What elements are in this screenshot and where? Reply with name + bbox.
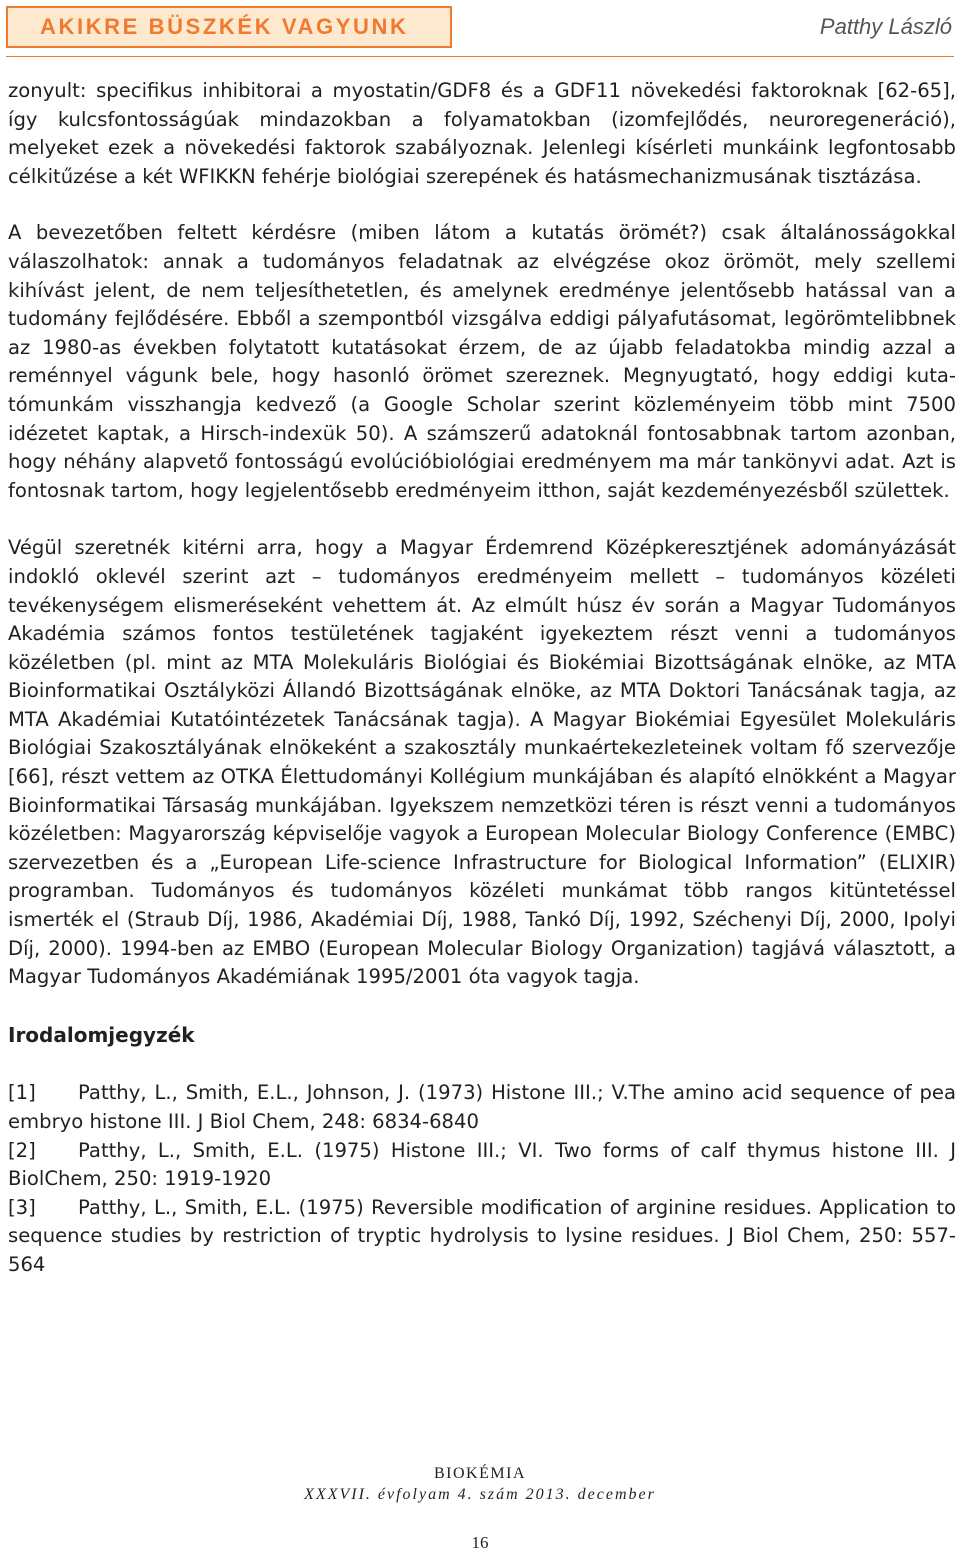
paragraph-2: A bevezetőben feltett kérdésre (miben látom a kutatás örömét?) csak általánosságokkal válaszolhatok: annak a tudományos feladatnak az elvégzése okoz örömöt, mely szellemi kihívást jelent, de nem teljesíthetetlen, és amelynek eredménye jelentősebb hatással van a tudomány fejlődésére. Ebből a szempontból vizsgálva eddigi pályafutásomat, legörömtelibbnek az 1980-as években folytatott kutatásokat érzem, de az újabb feladatokba mindig azzal a reménnyel vágunk bele, hogy hasonló örömet szereznek. Megnyugtató, hogy eddigi kutatómunkám visszhangja kedvező (a Google Scholar szerint közleményeim több mint 7500 idézetet kaptak, a Hirsch-indexük 50). A számszerű adatoknál fontosabbnak tartom azonban, hogy néhány alapvető fontosságú evolúcióbiológiai eredményem ma már tankönyvi adat. Azt is fontosnak tartom, hogy legjelentősebb eredményeim itthon, saját kezdeményezésből születtek.	[8, 221, 956, 502]
section-banner	[6, 6, 452, 48]
reference-text: Patthy, L., Smith, E.L., Johnson, J. (1973) Histone III.; V.The amino acid sequence of pea embryo histone III. J Biol Chem, 248: 6834-6840	[8, 1081, 956, 1133]
paragraph-1: zonyult: specifikus inhibitorai a myostatin/GDF8 és a GDF11 növekedési faktoroknak [62-65], így kulcsfontosságúak mindazokban a folyamatokban (izomfejlődés, neuroregeneráció), melyeket ezek a növekedési faktorok szabályoznak. Jelenlegi kísérleti munkáink legfontosabb célkitűzése a két WFIKKN fehérje biológiai szerepének és hatásmechanizmusának tisztázása.	[8, 79, 956, 188]
reference-number: [1]	[8, 1081, 36, 1105]
reference-item	[8, 1079, 956, 1136]
reference-number: [3]	[8, 1195, 36, 1219]
paragraph-3: Végül szeretnék kitérni arra, hogy a Magyar Érdemrend Középkeresztjének adományázását indokló oklevél szerint azt – tudományos eredményeim mellett – tudományos közéleti tevékenységem elismeréseként vehettem át. Az elmúlt húsz év során a Magyar Tudományos Akadémia számos fontos testületének tagjaként igyekeztem részt venni a tudományos közéletben (pl. mint az MTA Molekuláris Biológiai és Biokémiai Bizottságának elnöke, az MTA Bioinformatikai Osztályközi Állandó Bizottságának elnöke, az MTA Doktori Tanácsának tagja, az MTA Akadémiai Kutatóintézetek Tanácsának tagja). A Magyar Biokémiai Egyesület Molekuláris Biológiai Szakosztályának elnökeként a szakosztály munkaértekezleteinek voltam fő szervezője [66], részt vettem az OTKA Élettudományi Kollégium munkájában és alapító elnökként a Magyar Bioinformatikai Társaság munkájában. Igyekszem nemzetközi téren is részt venni a tudományos közéletben: Magyarország képviselője vagyok a European Molecular Biology Conference (EMBC) szervezetben és a „European Life-science Infrastructure for Biological Information” (ELIXIR) programban. Tudományos és tudományos közéleti munkámat több rangos kitüntetéssel ismerték el (Straub Díj, 1986, Akadémiai Díj, 1988, Tankó Díj, 1992, Széchenyi Díj, 2000, Ipolyi Díj, 2000). 1994-ben az EMBO (European Molecular Biology Organization) tagjává választott, a Magyar Tudományos Akadémiának 1995/2001 óta vagyok tagja.	[8, 536, 956, 989]
author-name: Patthy László	[819, 14, 952, 39]
header-divider	[6, 56, 954, 57]
page-number: 16	[471, 1533, 489, 1552]
reference-item	[8, 1137, 956, 1194]
article-body	[8, 77, 956, 1280]
section-title: AKIKRE BÜSZKÉK VAGYUNK	[40, 14, 409, 39]
reference-item	[8, 1194, 956, 1280]
footer-journal-name: BIOKÉMIA	[434, 1465, 526, 1482]
footer-issue-info: XXXVII. évfolyam 4. szám 2013. december	[304, 1486, 656, 1503]
references-heading: Irodalomjegyzék	[8, 1022, 195, 1047]
reference-text: Patthy, L., Smith, E.L. (1975) Histone III.; VI. Two forms of calf thymus histone III. J BiolChem, 250: 1919-1920	[8, 1138, 956, 1191]
reference-text: Patthy, L., Smith, E.L. (1975) Reversible modification of arginine residues. Application to sequence studies by restriction of tryptic hydrolysis to lysine residues. J Biol Chem, 250: 557-564	[8, 1195, 956, 1276]
reference-number: [2]	[8, 1138, 36, 1162]
